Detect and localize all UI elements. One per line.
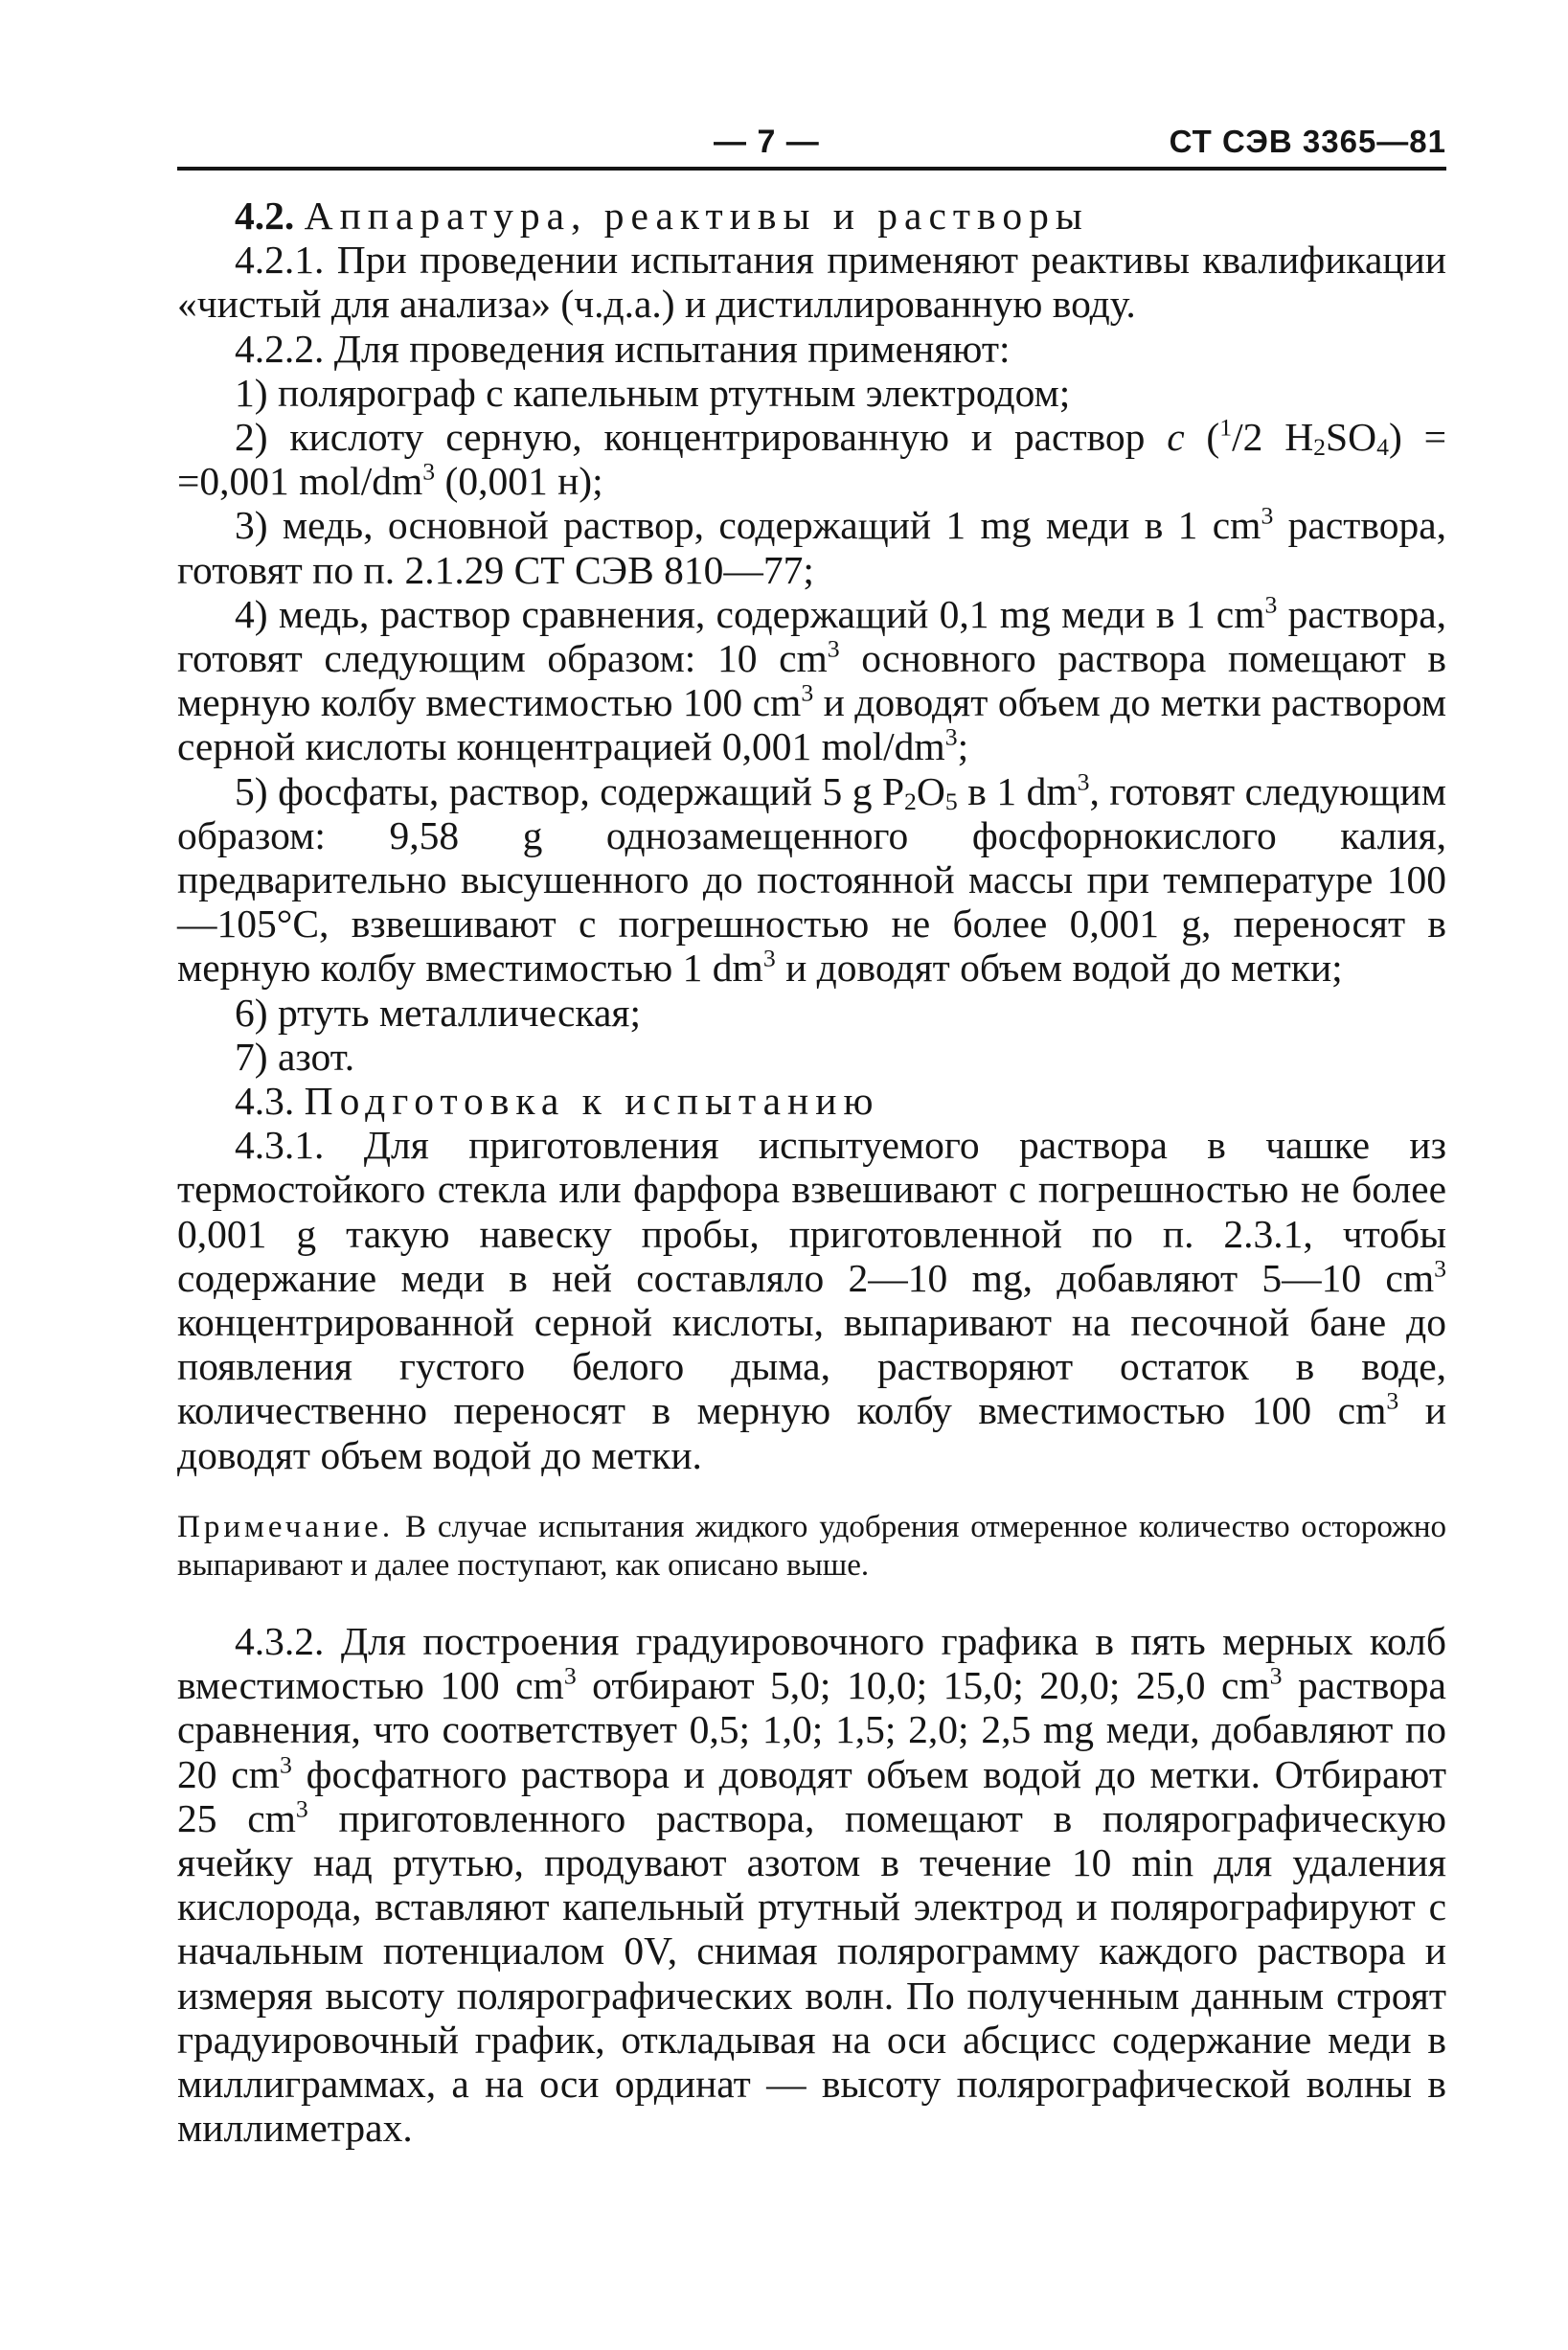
page-number: — 7 — [714,124,820,160]
list-item-3: 3) медь, основной раствор, содержащий 1 mg меди в 1 $cm^3$ раствора, готовят по п. 2.1.29 СТ СЭВ 810—77; [177,501,1446,592]
note [177,1508,1446,1585]
list-item-4: 4) медь, раствор сравнения, содержащий 0,1 mg меди в 1 $cm^3$ раствора, готовят следующим образом: 10 $cm^3$ основного раствора помещают в мерную колбу вместимостью 100 $cm^3$ и доводят объем до метки раствором серной кислоты концентрацией 0,001 mol/$dm^3$; [177,590,1447,769]
document-page [177,123,1446,2150]
list-item-1: 1) полярограф с капельным ртутным электродом; [235,370,1071,415]
section-heading-4-3 [177,1079,1446,1123]
list-item-7: 7) азот. [235,1034,355,1079]
list-item-2: 2) кислоту серную, концентрированную и раствор c ($^1$/2 $H_2SO_4) = =0,001$ mol/$dm^3$ (0,001 н); [177,413,1446,504]
paragraph-4-3-1: 4.3.1. Для приготовления испытуемого раствора в чашке из термостойкого стекла или фарфора взвешивают с погрешностью не более 0,001 g такую навеску пробы, приготовленной по п. 2.3.1, чтобы содержание меди в ней составляло 2—10 mg, добавляют 5—10 $cm^3$ концентрированной серной кислоты, выпаривают на песочной бане до появления густого белого дыма, растворяют остаток в воде, количественно переносят в мерную колбу вместимостью 100 $cm^3$ и доводят объем водой до метки. [177,1123,1446,1477]
paragraph-4-3-2: 4.3.2. Для построения градуировочного графика в пять мерных колб вместимостью 100 $cm^3$ отбирают 5,0; 10,0; 15,0; 20,0; 25,0 $cm^3$ раствора сравнения, что соответствует 0,5; 1,0; 1,5; 2,0; 2,5 mg меди, добавляют по 20 $cm^3$ фосфатного раствора и доводят объем водой до метки. Отбирают 25 $cm^3$ приготовленного раствора, помещают в полярографическую ячейку над ртутью, продувают азотом в течение 10 min для удаления кислорода, вставляют капельный ртутный электрод и полярографируют с начальным потенциалом 0V, снимая полярограмму каждого раствора и измеряя высоту полярографических волн. По полученным данным строят градуировочный график, откладывая на оси абсцисс содержание меди в миллиграммах, а на оси ординат — высоту полярографической волны в миллиметрах. [177,1618,1446,2151]
standard-code: СТ СЭВ 3365—81 [1169,124,1446,159]
section-title: Подготовка к испытанию [304,1079,880,1124]
section-number: 4.2. [235,194,295,238]
note-label: Примечание. [177,1509,395,1544]
section-title: Аппаратура, реактивы и растворы [304,194,1089,238]
paragraph-4-2-2: 4.2.2. Для проведения испытания применяют: [235,326,1011,371]
list-item-6: 6) ртуть металлическая; [235,990,641,1035]
list-item-5: 5) фосфаты, раствор, содержащий 5 g $P_2O_5$ в 1 $dm^3$, готовят следующим образом: 9,58 g однозамещенного фосфорнокислого калия, предварительно высушенного до постоянной массы при температуре 100—105°С, взвешивают с погрешностью не более 0,001 g, переносят в мерную колбу вместимостью 1 $dm^3$ и доводят объем водой до метки; [177,767,1446,991]
section-number: 4.3. [235,1079,295,1124]
section-heading-4-2 [177,194,1446,238]
paragraph-4-2-1: 4.2.1. При проведении испытания применяют реактивы квалификации «чистый для анализа» (ч.д.а.) и дистиллированную воду. [177,238,1446,327]
page-header [177,123,1446,171]
document-body [177,194,1446,2150]
note-text: В случае испытания жидкого удобрения отмеренное количество осторожно выпаривают и далее поступают, как описано выше. [177,1509,1446,1583]
